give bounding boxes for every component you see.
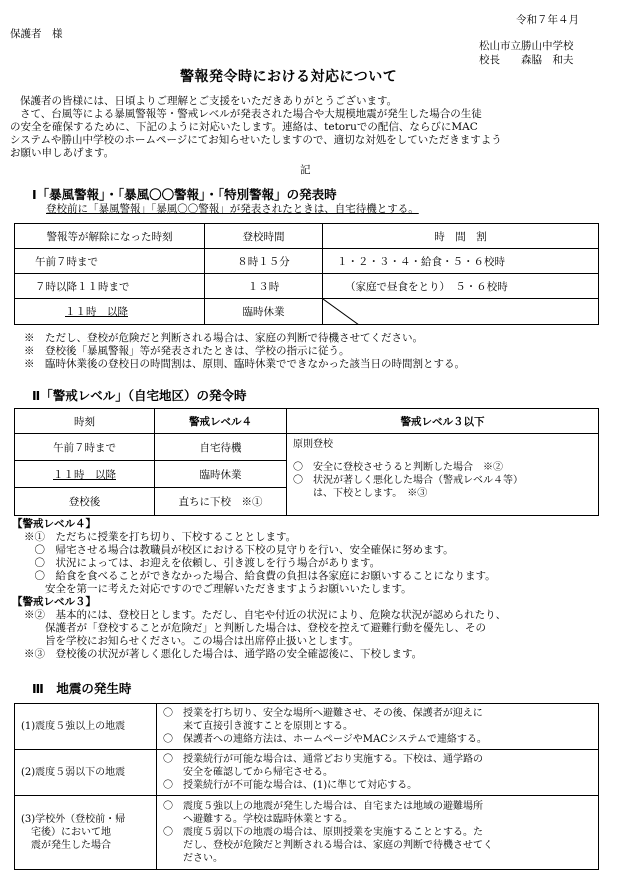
cell-line: 安全を確認してから帰宅させる。 bbox=[163, 767, 333, 778]
table-cell: 臨時休業 bbox=[205, 299, 323, 325]
note-line: ※ 臨時休業後の登校日の時間割は、原則、臨時休業でできなかった該当日の時間割とする。 bbox=[24, 358, 465, 370]
table-header: 警報等が解除になった時刻 bbox=[15, 224, 205, 249]
cell-line: 〇 保護者への連絡方法は、ホームページやMACシステムで連絡する。 bbox=[163, 734, 487, 745]
time-label: １１時 以降 bbox=[65, 306, 128, 318]
table-cell: ８時１５分 bbox=[205, 249, 323, 274]
table-cell: 登校後 bbox=[15, 488, 155, 516]
intro-line: の安全を確保するために、下記のように対応いたします。連絡は、tetoruでの配信、ならびにMAC bbox=[10, 121, 478, 133]
note-line: ※① ただちに授業を打ち切り、下校することとします。 bbox=[24, 531, 297, 543]
cell-line: 〇 授業続行が不可能な場合は、(1)に準じて対応する。 bbox=[163, 780, 418, 791]
table-cell bbox=[15, 299, 205, 325]
note-line: 安全を第一に考えた対応ですのでご理解いただきますようお願いいたします。 bbox=[24, 583, 412, 595]
section3-table bbox=[14, 703, 599, 870]
cell-line: は、下校とします。 ※③ bbox=[293, 488, 428, 499]
time-label: １１時 以降 bbox=[53, 468, 116, 481]
cell-line: 〇 安全に登校させうると判断した場合 ※② bbox=[293, 462, 503, 473]
level4-notes bbox=[12, 518, 506, 661]
table-header: 時刻 bbox=[15, 409, 155, 434]
table-header: 警戒レベル３以下 bbox=[287, 409, 599, 434]
level4-title: 【警戒レベル４】 bbox=[12, 518, 96, 530]
label-line: 宅後）において地 bbox=[21, 827, 111, 838]
note-line: 保護者が「登校することが危険だ」と判断した場合は、登校を控えて避難行動を優先し、その bbox=[24, 622, 486, 634]
note-line: 〇 給食を食べることができなかった場合、給食費の負担は各家庭にお願いすることになります。 bbox=[24, 570, 496, 582]
table-cell: 自宅待機 bbox=[155, 434, 287, 461]
note-line: ※② 基本的には、登校日とします。ただし、自宅や付近の状況により、危険な状況が認められたり、 bbox=[24, 609, 507, 621]
date: 令和７年４月 bbox=[516, 14, 579, 26]
quake-label bbox=[15, 796, 157, 870]
label-line: (3)学校外（登校前・帰 bbox=[21, 814, 126, 825]
note-line: 〇 状況によっては、お迎えを依頼し、引き渡しを行う場合があります。 bbox=[24, 557, 381, 569]
school-name: 松山市立勝山中学校 bbox=[479, 40, 574, 52]
table-cell: １３時 bbox=[205, 274, 323, 299]
section2-table bbox=[14, 408, 599, 516]
cell-line: へ避難する。学校は臨時休業とする。 bbox=[163, 814, 353, 825]
table-header: 登校時間 bbox=[205, 224, 323, 249]
intro-line: さて、台風等による暴風警報等・警戒レベルが発表された場合や大規模地震が発生した場合の生徒 bbox=[20, 108, 482, 120]
slash-line bbox=[323, 299, 359, 325]
level3-title: 【警戒レベル３】 bbox=[12, 596, 96, 608]
cell-line: 〇 状況が著しく悪化した場合（警戒レベル４等） bbox=[293, 475, 523, 486]
table-cell bbox=[15, 461, 155, 488]
intro-paragraph bbox=[10, 95, 502, 160]
cell-line: 〇 震度５強以上の地震が発生した場合は、自宅または地域の避難場所 bbox=[163, 801, 483, 812]
cell-line: 〇 授業を打ち切り、安全な場所へ避難させ、その後、保護者が迎えに bbox=[163, 708, 483, 719]
quake-label: (2)震度５弱以下の地震 bbox=[15, 750, 157, 796]
cell-line: 〇 授業続行が可能な場合は、通常どおり実施する。下校は、通学路の bbox=[163, 754, 483, 765]
table-header: 警戒レベル４ bbox=[155, 409, 287, 434]
page-title: 警報発令時における対応について bbox=[180, 69, 398, 85]
quake-cell bbox=[157, 796, 599, 870]
table-cell: １・２・３・４・給食・５・６校時 bbox=[323, 249, 599, 274]
cell-line: 来て直接引き渡すことを原則とする。 bbox=[163, 721, 353, 732]
section1-subnote: 登校前に「暴風警報」「暴風〇〇警報」が発表されたときは、自宅待機とする。 bbox=[46, 203, 419, 215]
note-line: 〇 帰宅させる場合は教職員が校区における下校の見守りを行い、安全確保に努めます。 bbox=[24, 544, 454, 556]
note-line: 旨を学校にお知らせください。この場合は出席停止扱いとします。 bbox=[24, 635, 359, 647]
quake-cell bbox=[157, 704, 599, 750]
level3-cell bbox=[287, 434, 599, 516]
cell-line: ださい。 bbox=[163, 853, 223, 864]
cell-line: 原則登校 bbox=[293, 439, 333, 450]
table-cell: 臨時休業 bbox=[155, 461, 287, 488]
ki-label: 記 bbox=[300, 164, 311, 176]
quake-cell bbox=[157, 750, 599, 796]
section2-heading: Ⅱ「警戒レベル」（自宅地区）の発令時 bbox=[32, 388, 247, 403]
principal-name: 校長 森脇 和夫 bbox=[479, 54, 574, 66]
note-line: ※ ただし、登校が危険だと判断される場合は、家庭の判断で待機させてください。 bbox=[24, 332, 423, 344]
table-cell: （家庭で昼食をとり） ５・６校時 bbox=[323, 274, 599, 299]
section1-heading: Ⅰ「暴風警報」・「暴風〇〇警報」・「特別警報」の発表時 bbox=[32, 187, 337, 202]
table-cell: 直ちに下校 ※① bbox=[155, 488, 287, 516]
quake-label: (1)震度５強以上の地震 bbox=[15, 704, 157, 750]
table-cell: ７時以降１１時まで bbox=[15, 274, 205, 299]
note-line: ※ 登校後「暴風警報」等が発表されたときは、学校の指示に従う。 bbox=[24, 345, 350, 357]
note-line: ※③ 登校後の状況が著しく悪化した場合は、通学路の安全確認後に、下校します。 bbox=[24, 648, 423, 660]
table-header: 時 間 割 bbox=[323, 224, 599, 249]
intro-line: システムや勝山中学校のホームページにてお知らせいたしますので、適切な対処をしていただきますよう bbox=[10, 134, 502, 146]
table-cell: 午前７時まで bbox=[15, 434, 155, 461]
cell-line: 〇 震度５弱以下の地震の場合は、原則授業を実施することとする。た bbox=[163, 827, 483, 838]
table-cell bbox=[323, 299, 599, 325]
section1-notes bbox=[24, 332, 465, 371]
label-line: 震が発生した場合 bbox=[21, 840, 111, 851]
intro-line: お願い申しあげます。 bbox=[10, 147, 115, 159]
section1-table bbox=[14, 223, 599, 325]
table-cell: 午前７時まで bbox=[15, 249, 205, 274]
intro-line: 保護者の皆様には、日頃よりご理解とご支援をいただきありがとうございます。 bbox=[20, 95, 398, 107]
recipient: 保護者 様 bbox=[10, 28, 63, 40]
cell-line: だし、登校が危険だと判断される場合は、家庭の判断で待機させてく bbox=[163, 840, 493, 851]
section3-heading: Ⅲ 地震の発生時 bbox=[32, 681, 132, 696]
